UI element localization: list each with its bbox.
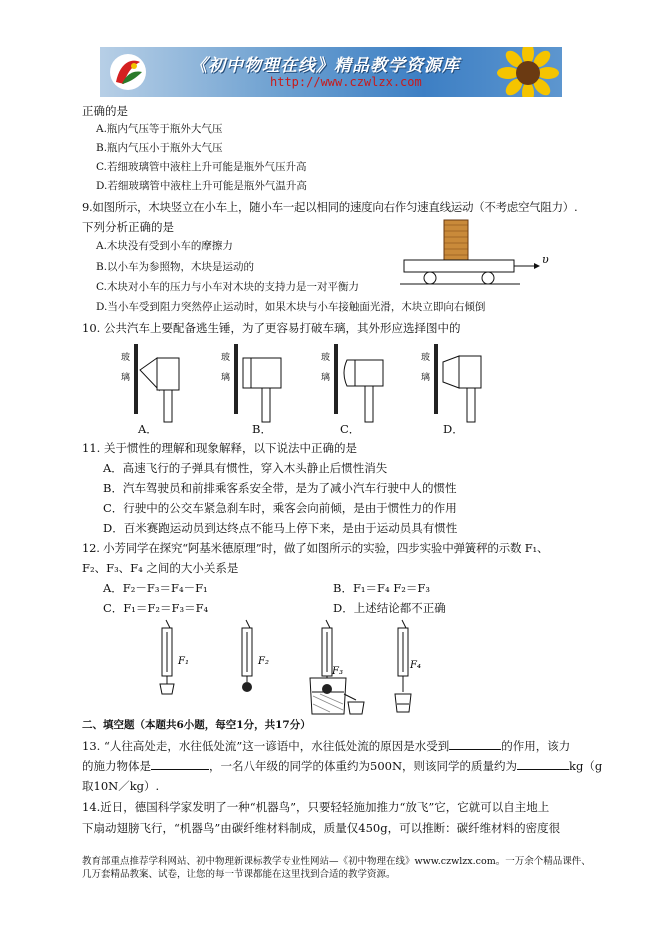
hammer-option-c [321,344,383,422]
q10-stem: 10. 公共汽车上要配备逃生锤，为了更容易打破车璃，其外形应选择图中的 [82,321,461,335]
q12-option-a: A．F₂－F₃＝F₄－F₁ [103,581,208,595]
cart-wheel [482,272,494,284]
spring-scale-4 [395,620,421,712]
q11-option-b: B．汽车驾驶员和前排乘客系安全带，是为了减小汽车行驶中人的惯性 [103,481,457,495]
q10-label-d: D． [443,422,464,436]
q9-option-c: C.木块对小车的压力与小车对木块的支持力是一对平衡力 [96,281,359,293]
q13-line2 [82,759,602,773]
banner-title: 《初中物理在线》精品教学资源库 [190,56,460,76]
q13-line1 [82,739,570,753]
velocity-label: υ [542,253,549,266]
page-footer: 教育部重点推荐学科网站、初中物理新课标教学专业性网站—《初中物理在线》www.czwlzx.com。一万余个精品课件、几万套精品教案、试卷，让您的每一节课都能在这里找到合适的教学资源。 [82,856,591,880]
q8-option-c: C.若细玻璃管中液柱上升可能是瓶外气压升高 [96,161,307,173]
q11-option-d: D．百米赛跑运动员到达终点不能马上停下来，是由于运动员具有惯性 [103,521,458,535]
svg-text:玻: 玻 [221,353,231,363]
svg-text:璃: 璃 [121,373,131,383]
spring-scale-2 [242,620,269,692]
q13-text-2a: 的施力物体是 [82,759,151,773]
q14-line2: 下扇动翅膀飞行，“机器鸟”由碳纤维材料制成，质量仅450g，可以推断：碳纤维材料的密度很 [82,821,561,835]
q12-option-d: D．上述结论都不正确 [333,601,446,615]
q11-option-c: C．行驶中的公交车紧急刹车时，乘客会向前倾，是由于惯性力的作用 [103,501,457,515]
q12-spring-scale-figure [150,618,430,718]
q9-cart-figure [400,216,560,292]
q9-option-d: D.当小车受到阻力突然停止运动时，如果木块与小车接触面光滑，木块立即向右倾倒 [96,301,486,313]
q13-text-1b: 的作用，该力 [501,739,571,753]
q13-text-2b: ，一名八年级的同学的体重约为500N，则该同学的质量约为 [209,759,518,773]
wood-block [444,220,468,260]
logo-icon [108,52,148,92]
q10-label-a: A． [138,422,158,436]
spring-scale-3 [310,620,364,714]
spring-scale-1 [160,620,189,694]
q11-option-a: A．高速飞行的子弹具有惯性，穿入木头静止后惯性消失 [103,461,388,475]
hammer-option-b [221,344,281,422]
svg-text:F₂: F₂ [258,656,269,667]
header-banner [100,47,562,97]
svg-text:F₄: F₄ [410,660,421,671]
svg-text:玻: 玻 [421,353,431,363]
q12-option-c: C．F₁＝F₂＝F₃＝F₄ [103,601,209,615]
sunflower-icon [496,47,560,97]
q13-text-2c: kg（g [569,759,603,773]
q13-blank-2[interactable] [151,769,209,770]
q10-label-b: B． [252,422,272,436]
q14-line1: 14.近日，德国科学家发明了一种“机器鸟”，只要轻轻施加推力“放飞”它，它就可以自主地上 [82,800,550,814]
svg-text:玻: 玻 [321,353,331,363]
banner-url[interactable]: http://www.czwlzx.com [270,75,422,89]
q13-blank-3[interactable] [517,769,569,770]
hammer-option-a [121,344,179,422]
svg-text:F₁: F₁ [178,656,189,667]
q9-option-b: B.以小车为参照物，木块是运动的 [96,261,255,273]
cart-body [404,260,514,272]
q9-stem-line1: 9.如图所示，木块竖立在小车上，随小车一起以相同的速度向右作匀速直线运动（不考虑空气阻力）. [82,200,578,214]
q8-option-a: A.瓶内气压等于瓶外大气压 [96,123,223,135]
q8-stem-tail: 正确的是 [82,104,128,118]
q12-option-b: B．F₁＝F₄ F₂＝F₃ [333,581,430,595]
section-heading-fill-in: 二、填空题（本题共6小题，每空1分，共17分） [82,719,311,731]
q9-option-a: A.木块没有受到小车的摩擦力 [96,240,233,252]
q12-stem-line1: 12. 小芳同学在探究“阿基米德原理”时，做了如图所示的实验，四步实验中弹簧秤的示数 F₁、 [82,541,549,555]
q10-label-c: C． [340,422,361,436]
q13-line3: 取10N／kg）. [82,779,160,793]
svg-text:F₃: F₃ [332,666,343,677]
q13-blank-1[interactable] [449,749,501,750]
svg-text:玻: 玻 [121,353,131,363]
q11-stem: 11. 关于惯性的理解和现象解释，以下说法中正确的是 [82,441,357,455]
cart-wheel [424,272,436,284]
hammer-option-d [421,344,481,422]
q9-stem-line2: 下列分析正确的是 [82,220,174,234]
svg-text:璃: 璃 [221,373,231,383]
q12-stem-line2: F₂、F₃、F₄ 之间的大小关系是 [82,561,239,575]
q8-option-b: B.瓶内气压小于瓶外大气压 [96,142,223,154]
svg-text:璃: 璃 [421,373,431,383]
q13-text-1a: 13. “人往高处走，水往低处流”这一谚语中，水往低处流的原因是水受到 [82,739,450,753]
svg-text:璃: 璃 [321,373,331,383]
q8-option-d: D.若细玻璃管中液柱上升可能是瓶外气温升高 [96,180,307,192]
